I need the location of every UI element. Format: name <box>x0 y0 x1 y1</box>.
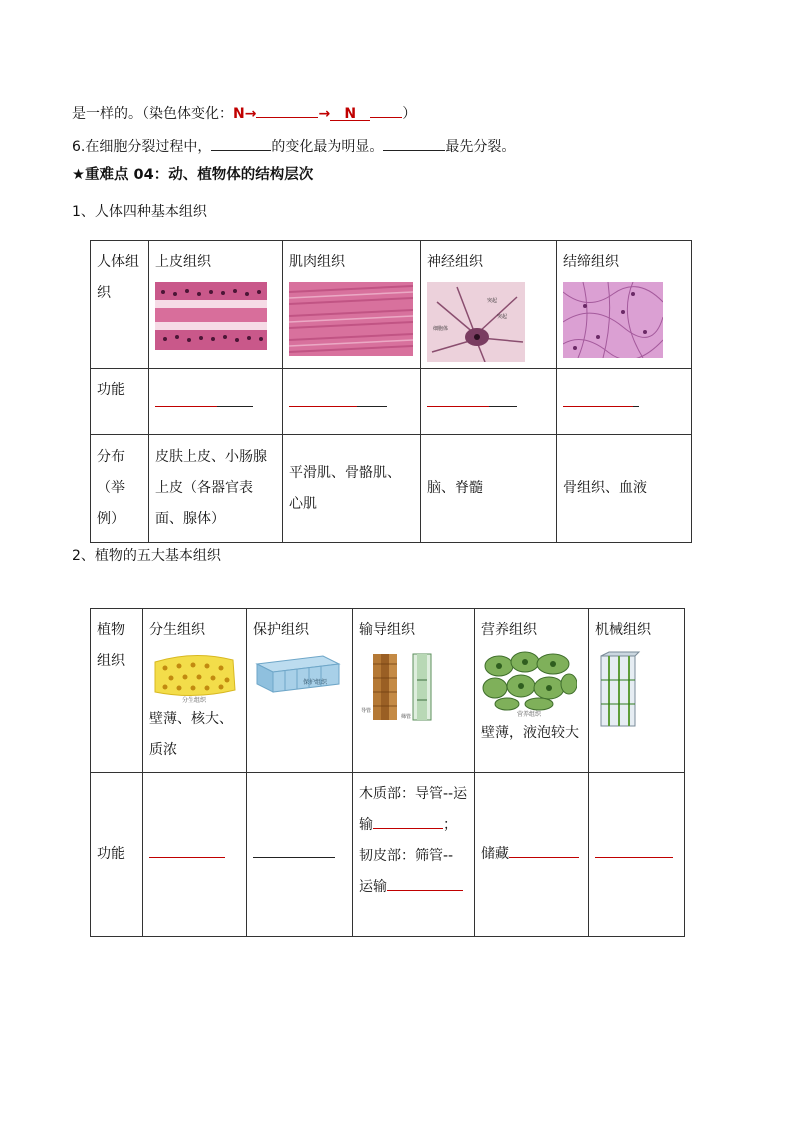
conductive-tissue-image <box>359 650 439 724</box>
neuron-label-1: 突起 <box>487 298 498 304</box>
muscle-tissue-image <box>289 282 413 356</box>
intro-line-1 <box>72 103 416 123</box>
question-6-text: 6.在细胞分裂过程中， <box>72 139 212 155</box>
connective-tissue-image <box>563 282 663 358</box>
arrow-icon: → <box>244 106 257 122</box>
plant-corner-cell: 植物组织 <box>91 609 143 773</box>
answer-blank-1[interactable] <box>211 136 271 151</box>
header-protective: 保护组织 保护组织 <box>247 609 353 773</box>
plant-function-label: 功能 <box>91 773 143 937</box>
neuron-label-3: 突起 <box>497 314 508 320</box>
distribution-epithelial: 皮肤上皮、小肠腺上皮（各器官表面、腺体） <box>149 435 283 543</box>
plant-function-nutritive: 储藏 <box>475 773 589 937</box>
header-nerve: 神经组织 突起 细胞体 突起 <box>421 241 557 369</box>
plant-subtitle: 2、植物的五大基本组织 <box>72 548 221 564</box>
question-6-text-2: 的变化最为明显。 <box>271 139 384 155</box>
neuron-label-2: 细胞体 <box>433 326 449 332</box>
nerve-tissue-image <box>427 282 525 362</box>
plant-function-meristem[interactable] <box>143 773 247 937</box>
section-heading: ★重难点 04：动、植物体的结构层次 <box>72 167 314 183</box>
header-mechanical: 机械组织 <box>589 609 685 773</box>
nutritive-caption: 营养组织 <box>516 711 542 718</box>
header-connective: 结缔组织 <box>557 241 692 369</box>
mechanical-tissue-image <box>595 650 641 728</box>
nutritive-tissue-image <box>481 650 577 718</box>
xylem-blank[interactable] <box>373 814 443 829</box>
function-blank-muscle[interactable] <box>283 369 421 435</box>
arrow-icon: → <box>318 106 331 122</box>
animal-subtitle: 1、人体四种基本组织 <box>72 204 207 220</box>
plant-tissue-table <box>90 608 685 937</box>
function-blank-nerve[interactable] <box>421 369 557 435</box>
chromosome-blank-2[interactable]: N <box>330 106 370 121</box>
intro-line-2 <box>72 136 515 156</box>
distribution-muscle: 平滑肌、骨骼肌、心肌 <box>283 435 421 543</box>
meristem-caption: 分生组织 <box>181 697 207 704</box>
sieve-tube-caption: 筛管 <box>401 714 412 720</box>
plant-function-mechanical[interactable] <box>589 773 685 937</box>
header-nutritive: 营养组织 营养组织 壁薄，液泡较大 <box>475 609 589 773</box>
header-conductive: 输导组织 导管 筛管 <box>353 609 475 773</box>
protective-tissue-image <box>253 650 341 698</box>
function-blank-epithelial[interactable] <box>149 369 283 435</box>
intro-end: ） <box>402 106 417 122</box>
protective-caption: 保护组织 <box>303 679 328 686</box>
nutritive-blank[interactable] <box>509 843 579 858</box>
function-label: 功能 <box>91 369 149 435</box>
header-muscle: 肌肉组织 <box>283 241 421 369</box>
distribution-nerve: 脑、脊髓 <box>421 435 557 543</box>
epithelial-tissue-image <box>155 282 267 350</box>
phloem-blank[interactable] <box>387 876 463 891</box>
plant-function-protective[interactable] <box>247 773 353 937</box>
animal-tissue-table <box>90 240 692 543</box>
distribution-connective: 骨组织、血液 <box>557 435 692 543</box>
chromosome-blank-3[interactable] <box>370 103 402 118</box>
question-6-text-3: 最先分裂。 <box>445 139 516 155</box>
meristem-description: 壁薄、核大、质浓 <box>149 711 233 758</box>
chromosome-n-label: N <box>233 106 245 122</box>
meristem-tissue-image <box>149 650 239 704</box>
chromosome-blank-1[interactable] <box>256 103 318 118</box>
nutritive-description: 壁薄，液泡较大 <box>481 725 579 741</box>
intro-text: 是一样的。（染色体变化： <box>72 106 233 122</box>
plant-function-conductive: 木质部：导管--运 输 ； 韧皮部：筛管-- 运输 <box>353 773 475 937</box>
distribution-label: 分布（举例） <box>91 435 149 543</box>
header-meristem: 分生组织 分生组织 壁薄、核大、质浓 <box>143 609 247 773</box>
vessel-caption: 导管 <box>361 708 372 714</box>
answer-blank-2[interactable] <box>383 136 445 151</box>
header-epithelial: 上皮组织 <box>149 241 283 369</box>
corner-cell: 人体组织 <box>91 241 149 369</box>
function-blank-connective[interactable] <box>557 369 692 435</box>
